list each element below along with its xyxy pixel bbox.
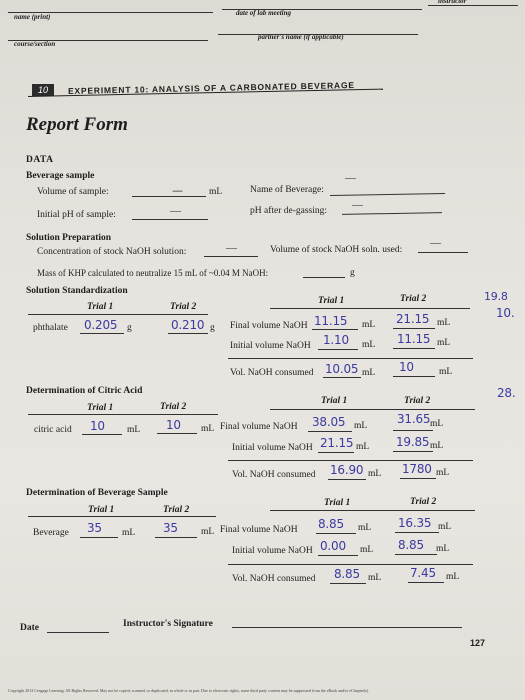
date-label: date of lab meeting bbox=[236, 9, 292, 17]
bev-final-t1-unit: mL bbox=[358, 523, 372, 533]
citric-consumed-t2-value: 1780 bbox=[402, 462, 432, 476]
conc-blank[interactable] bbox=[204, 256, 258, 257]
khp-blank[interactable] bbox=[303, 277, 345, 278]
bev-consumed-t2-blank[interactable] bbox=[408, 582, 444, 583]
conc-value: — bbox=[226, 242, 237, 254]
bev-consumed-t1-value: 8.85 bbox=[334, 567, 360, 581]
std-initial-label: Initial volume NaOH bbox=[230, 341, 311, 351]
bev-initial-t1-unit: mL bbox=[360, 545, 374, 555]
bev-trial1-right: Trial 1 bbox=[324, 498, 351, 508]
citric-initial-t2-value: 19.85 bbox=[396, 435, 430, 449]
citric-heading: Determination of Citric Acid bbox=[26, 386, 143, 396]
citric-t2-unit: mL bbox=[201, 424, 215, 434]
std-final-t1-unit: mL bbox=[362, 320, 376, 330]
margin-note-19-8: 19.8 bbox=[484, 290, 508, 303]
margin-note-28: 28. bbox=[497, 386, 516, 400]
volume-sample-blank[interactable] bbox=[132, 196, 206, 197]
instructor-sig-label: Instructor's Signature bbox=[123, 619, 213, 629]
citric-consumed-t1-value: 16.90 bbox=[330, 463, 364, 477]
khp-unit: g bbox=[350, 268, 355, 278]
citric-sum-rule bbox=[228, 460, 473, 461]
citric-rule-left bbox=[28, 414, 218, 415]
std-final-label: Final volume NaOH bbox=[230, 321, 308, 331]
std-consumed-t1-value: 10.05 bbox=[325, 362, 359, 376]
std-final-t1-blank[interactable] bbox=[312, 329, 358, 330]
khp-label: Mass of KHP calculated to neutralize 15 mL of ~0.04 M NaOH: bbox=[37, 268, 269, 278]
beverage-name-value: — bbox=[345, 172, 356, 184]
volume-sample-label: Volume of sample: bbox=[37, 187, 109, 197]
beverage-name-blank[interactable] bbox=[330, 193, 445, 196]
bev-trial2-right: Trial 2 bbox=[410, 497, 437, 507]
vol-stock-value: — bbox=[430, 237, 441, 249]
bev-t1-unit: mL bbox=[122, 528, 136, 538]
citric-consumed-t1-blank[interactable] bbox=[328, 479, 366, 480]
citric-initial-t1-value: 21.15 bbox=[320, 436, 354, 450]
phthalate-t1-value: 0.205 bbox=[84, 318, 118, 332]
bev-initial-label: Initial volume NaOH bbox=[232, 546, 313, 556]
phthalate-t1-blank[interactable] bbox=[80, 333, 124, 334]
bev-final-t2-unit: mL bbox=[438, 522, 452, 532]
bev-consumed-t1-unit: mL bbox=[368, 573, 382, 583]
citric-trial2-left: Trial 2 bbox=[160, 402, 187, 412]
bev-consumed-label: Vol. NaOH consumed bbox=[232, 574, 316, 584]
std-trial1-right: Trial 1 bbox=[318, 296, 345, 306]
citric-final-t2-value: 31.65 bbox=[397, 412, 431, 426]
volume-sample-value: — bbox=[172, 184, 183, 197]
initial-ph-blank[interactable] bbox=[132, 219, 208, 220]
citric-t2-value: 10 bbox=[166, 418, 181, 432]
citric-initial-t1-blank[interactable] bbox=[318, 452, 354, 453]
bev-initial-t1-blank[interactable] bbox=[318, 555, 358, 556]
citric-t1-unit: mL bbox=[127, 425, 141, 435]
date-sig-label: Date bbox=[20, 623, 39, 633]
instructor-sig-blank[interactable] bbox=[232, 627, 462, 628]
experiment-title: EXPERIMENT 10: ANALYSIS OF A CARBONATED BEVERAGE bbox=[67, 79, 355, 96]
bev-final-t2-value: 16.35 bbox=[398, 516, 432, 530]
std-initial-t2-value: 11.15 bbox=[397, 332, 431, 346]
ph-degassing-blank[interactable] bbox=[342, 212, 442, 215]
bev-t2-unit: mL bbox=[201, 527, 215, 537]
initial-ph-label: Initial pH of sample: bbox=[37, 210, 116, 220]
std-trial1-left: Trial 1 bbox=[87, 302, 114, 312]
bev-consumed-t2-value: 7.45 bbox=[410, 566, 436, 580]
citric-consumed-t1-unit: mL bbox=[368, 469, 382, 479]
std-consumed-t1-unit: mL bbox=[362, 368, 376, 378]
citric-trial1-left: Trial 1 bbox=[87, 403, 114, 413]
citric-initial-t2-unit: mL bbox=[430, 441, 444, 451]
data-heading: DATA bbox=[26, 155, 54, 165]
volume-unit: mL bbox=[209, 187, 223, 197]
citric-t2-blank[interactable] bbox=[157, 433, 197, 434]
partner-label: partner's name (if applicable) bbox=[258, 33, 344, 41]
bev-initial-t2-blank[interactable] bbox=[395, 554, 437, 555]
bev-rule-left bbox=[28, 516, 216, 517]
course-label: course/section bbox=[14, 40, 56, 48]
std-final-t1-value: 11.15 bbox=[314, 314, 348, 328]
citric-initial-t1-unit: mL bbox=[356, 442, 370, 452]
citric-consumed-t2-unit: mL bbox=[436, 468, 450, 478]
report-title: Report Form bbox=[26, 114, 128, 135]
citric-final-t1-unit: mL bbox=[354, 421, 368, 431]
bev-sum-rule bbox=[228, 564, 473, 565]
bev-initial-t2-unit: mL bbox=[436, 544, 450, 554]
bev-det-heading: Determination of Beverage Sample bbox=[26, 488, 168, 498]
citric-t1-blank[interactable] bbox=[82, 434, 122, 435]
instructor-label: instructor bbox=[438, 0, 467, 5]
std-consumed-t2-blank[interactable] bbox=[393, 376, 435, 377]
ph-degassing-value: — bbox=[352, 199, 363, 211]
citric-initial-t2-blank[interactable] bbox=[393, 451, 433, 452]
citric-trial1-right: Trial 1 bbox=[321, 396, 348, 406]
citric-final-t1-blank[interactable] bbox=[308, 431, 352, 432]
phthalate-t2-value: 0.210 bbox=[171, 318, 205, 332]
beverage-name-label: Name of Beverage: bbox=[250, 185, 324, 195]
bev-t1-value: 35 bbox=[87, 521, 102, 535]
std-initial-t2-blank[interactable] bbox=[393, 348, 435, 349]
std-sum-rule bbox=[228, 358, 473, 359]
phthalate-t2-unit: g bbox=[210, 323, 215, 333]
experiment-number: 10 bbox=[32, 84, 54, 96]
vol-stock-blank[interactable] bbox=[418, 252, 468, 253]
std-final-t2-blank[interactable] bbox=[393, 328, 435, 329]
margin-note-10: 10. bbox=[496, 306, 515, 320]
citric-initial-label: Initial volume NaOH bbox=[232, 443, 313, 453]
phthalate-t1-unit: g bbox=[127, 323, 132, 333]
bev-sample-label: Beverage bbox=[33, 528, 69, 538]
bev-initial-t1-value: 0.00 bbox=[320, 539, 346, 553]
citric-consumed-label: Vol. NaOH consumed bbox=[232, 470, 316, 480]
std-rule-left bbox=[28, 314, 208, 315]
page-number: 127 bbox=[470, 638, 486, 648]
std-consumed-t2-value: 10 bbox=[399, 360, 414, 374]
citric-trial2-right: Trial 2 bbox=[404, 396, 431, 406]
std-trial2-left: Trial 2 bbox=[170, 302, 197, 312]
bev-t1-blank[interactable] bbox=[80, 537, 118, 538]
citric-final-t2-blank[interactable] bbox=[393, 430, 433, 431]
bev-initial-t2-value: 8.85 bbox=[398, 538, 424, 552]
name-label: name (print) bbox=[14, 13, 51, 21]
ph-degassing-label: pH after de-gassing: bbox=[250, 206, 328, 216]
initial-ph-value: — bbox=[170, 205, 181, 217]
citric-sample-label: citric acid bbox=[34, 425, 72, 435]
citric-t1-value: 10 bbox=[90, 419, 105, 433]
bev-trial1-left: Trial 1 bbox=[88, 505, 115, 515]
date-sig-blank[interactable] bbox=[47, 632, 109, 633]
citric-final-label: Final volume NaOH bbox=[220, 422, 298, 432]
bev-t2-value: 35 bbox=[163, 521, 178, 535]
beverage-sample-heading: Beverage sample bbox=[26, 171, 95, 181]
bev-consumed-t2-unit: mL bbox=[446, 572, 460, 582]
std-consumed-label: Vol. NaOH consumed bbox=[230, 368, 314, 378]
solution-prep-heading: Solution Preparation bbox=[26, 233, 112, 243]
citric-consumed-t2-blank[interactable] bbox=[400, 478, 436, 479]
bev-final-t1-value: 8.85 bbox=[318, 517, 344, 531]
vol-stock-label: Volume of stock NaOH soln. used: bbox=[270, 245, 403, 255]
bev-consumed-t1-blank[interactable] bbox=[330, 583, 366, 584]
bev-final-t2-blank[interactable] bbox=[395, 532, 439, 533]
std-consumed-t1-blank[interactable] bbox=[323, 377, 361, 378]
bev-trial2-left: Trial 2 bbox=[163, 505, 190, 515]
citric-final-t1-value: 38.05 bbox=[312, 415, 346, 429]
std-initial-t2-unit: mL bbox=[437, 338, 451, 348]
bev-t2-blank[interactable] bbox=[155, 537, 197, 538]
std-initial-t1-blank[interactable] bbox=[318, 349, 358, 350]
instructor-line bbox=[428, 5, 518, 6]
std-initial-t1-value: 1.10 bbox=[323, 333, 349, 347]
copyright-footer: Copyright 2013 Cengage Learning. All Rights Reserved. May not be copied, scanned, or duplicated, in whole or in part. Due to electronic rights, some third party content may be suppressed from the eBook and/or eChapter(s). bbox=[8, 688, 370, 693]
std-final-t2-value: 21.15 bbox=[396, 312, 430, 326]
std-rule-right bbox=[270, 308, 470, 309]
bev-final-t1-blank[interactable] bbox=[316, 533, 356, 534]
bev-final-label: Final volume NaOH bbox=[220, 525, 298, 535]
bev-rule-right bbox=[270, 510, 475, 511]
std-final-t2-unit: mL bbox=[437, 318, 451, 328]
conc-label: Concentration of stock NaOH solution: bbox=[37, 247, 187, 257]
standardization-heading: Solution Standardization bbox=[26, 286, 128, 296]
std-trial2-right: Trial 2 bbox=[400, 294, 427, 304]
citric-final-t2-unit: mL bbox=[430, 419, 444, 429]
std-initial-t1-unit: mL bbox=[362, 340, 376, 350]
citric-rule-right bbox=[270, 409, 475, 410]
phthalate-label: phthalate bbox=[33, 323, 68, 333]
phthalate-t2-blank[interactable] bbox=[168, 333, 208, 334]
std-consumed-t2-unit: mL bbox=[439, 367, 453, 377]
